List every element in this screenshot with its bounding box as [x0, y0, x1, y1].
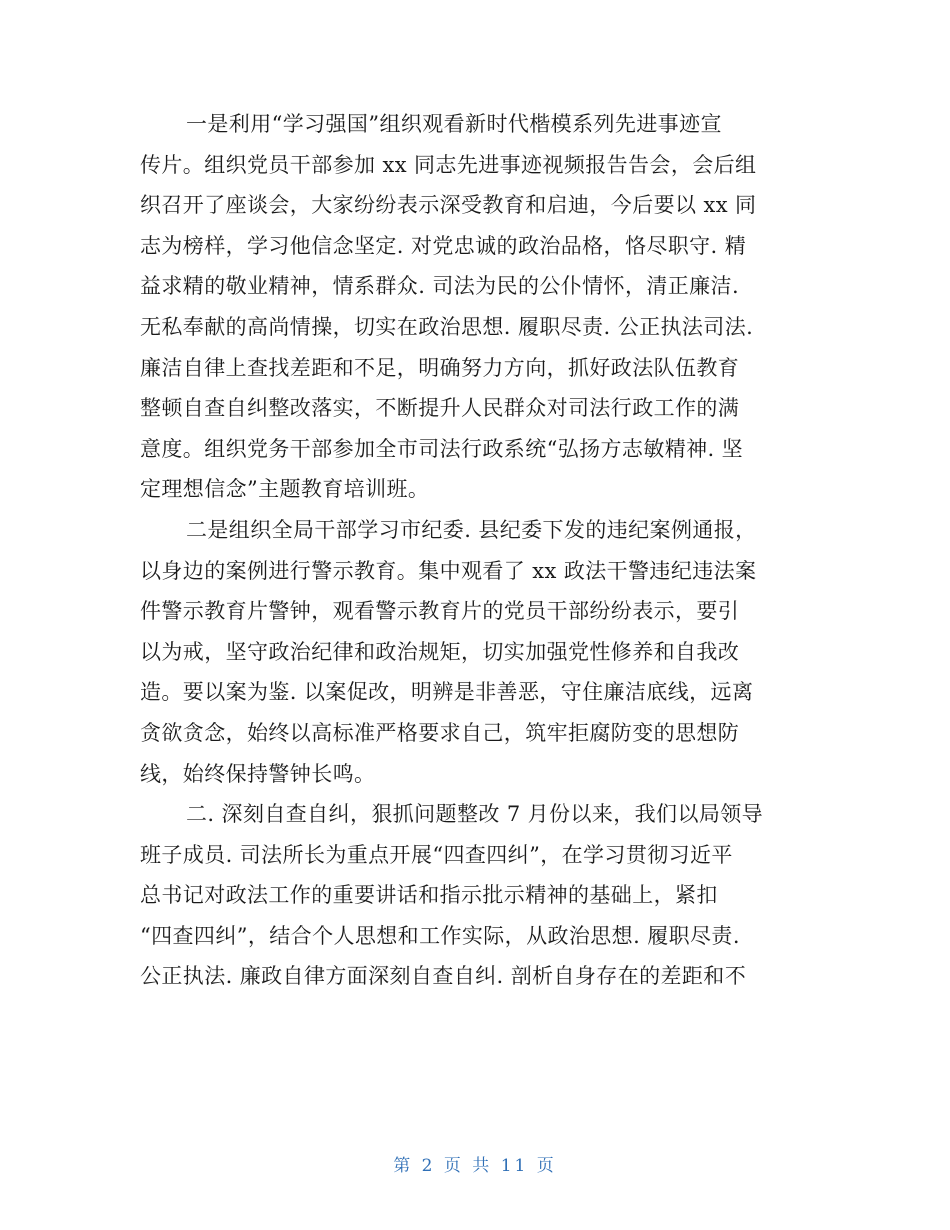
text-line: 造。要以案为鉴. 以案促改，明辨是非善恶，守住廉洁底线，远离	[140, 680, 754, 705]
text-line: 定理想信念”主题教育培训班。	[140, 477, 430, 502]
text-line: 公正执法. 廉政自律方面深刻自查自纠. 剖析自身存在的差距和不	[140, 964, 747, 989]
text-line: 以身边的案例进行警示教育。集中观看了 xx 政法干警违纪违法案	[140, 558, 757, 583]
document-body	[140, 104, 830, 997]
text-line: 贪欲贪念，始终以高标准严格要求自己，筑牢拒腐防变的思想防	[140, 720, 740, 745]
text-line: 志为榜样，学习他信念坚定. 对党忠诚的政治品格，恪尽职守. 精	[140, 233, 747, 258]
paragraph-1	[140, 104, 830, 510]
text-line: 总书记对政法工作的重要讲话和指示批示精神的基础上，紧扣	[140, 883, 718, 908]
text-line: 班子成员. 司法所长为重点开展“四查四纠”，在学习贯彻习近平	[140, 842, 733, 867]
text-line: 一是利用“学习强国”组织观看新时代楷模系列先进事迹宣	[186, 112, 722, 136]
text-line: 以为戒，坚守政治纪律和政治规矩，切实加强党性修养和自我改	[140, 639, 740, 664]
text-line: 意度。组织党务干部参加全市司法行政系统“弘扬方志敏精神. 坚	[140, 436, 744, 461]
text-line: “四查四纠”，结合个人思想和工作实际，从政治思想. 履职尽责.	[140, 923, 740, 948]
text-line: 廉洁自律上查找差距和不足，明确努力方向，抓好政法队伍教育	[140, 355, 740, 380]
text-line: 二是组织全局干部学习市纪委. 县纪委下发的违纪案例通报，	[186, 517, 757, 542]
text-line: 二. 深刻自查自纠，狠抓问题整改 7 月份以来，我们以局领导	[186, 802, 764, 827]
text-line: 整顿自查自纠整改落实，不断提升人民群众对司法行政工作的满	[140, 396, 740, 421]
text-line: 益求精的敬业精神，情系群众. 司法为民的公仆情怀，清正廉洁.	[140, 274, 740, 299]
page-number: 第 2 页 共 11 页	[393, 1156, 557, 1176]
text-line: 线，始终保持警钟长鸣。	[140, 761, 376, 786]
text-line: 织召开了座谈会，大家纷纷表示深受教育和启迪，今后要以 xx 同	[140, 193, 757, 218]
text-line: 传片。组织党员干部参加 xx 同志先进事迹视频报告告会，会后组	[140, 152, 757, 177]
paragraph-2	[140, 510, 830, 794]
paragraph-3	[140, 794, 830, 997]
text-line: 无私奉献的高尚情操，切实在政治思想. 履职尽责. 公正执法司法.	[140, 314, 754, 339]
text-line: 件警示教育片警钟，观看警示教育片的党员干部纷纷表示，要引	[140, 599, 740, 624]
